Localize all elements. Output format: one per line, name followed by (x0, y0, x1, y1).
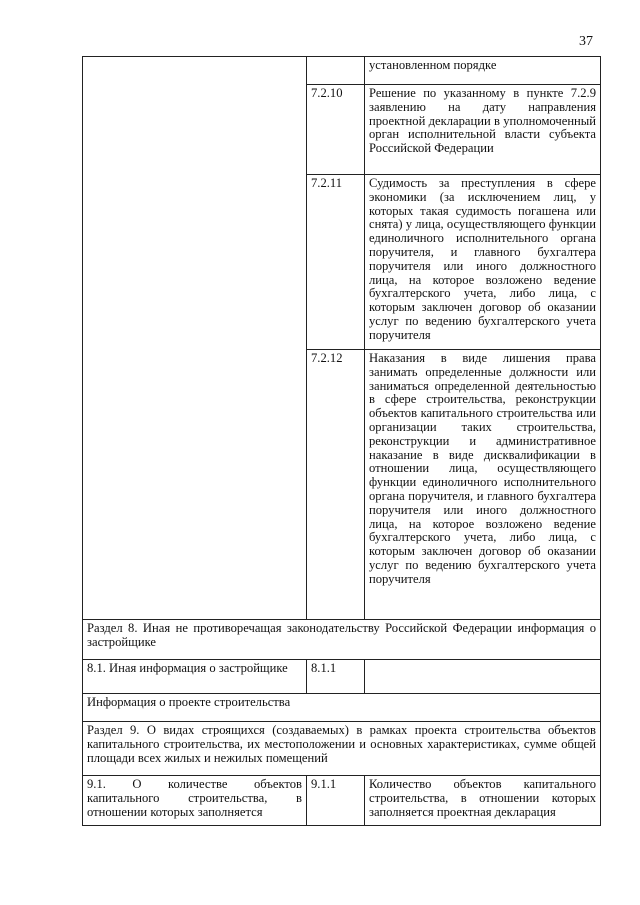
project-info-heading: Информация о проекте строительства (83, 694, 601, 722)
section-9-heading: Раздел 9. О видах строящихся (создаваемых) в рамках проекта строительства объектов капитального строительства, их местоположении и основных характеристиках, сумме общей площади всех жилых и нежилых помещений (83, 722, 601, 776)
row-label: 9.1. О количестве объектов капитального строительства, в отношении которых заполняется (83, 776, 307, 826)
row-text: Наказания в виде лишения права занимать определенные должности или заниматься определенной деятельностью в сфере строительства, реконструкции объектов капитального строительства или организации таких строительства, реконструкции и административное наказание в виде дисквалификации в отношении лица, осуществляющего функции единоличного исполнительного органа поручителя, и главного бухгалтера поручителя или иного должностного лица, на которое возложено ведение бухгалтерского учета, либо лица, с которым заключен договор об оказании услуг по ведению бухгалтерского учета поручителя (365, 350, 601, 620)
declaration-table (82, 56, 601, 826)
row-text: Количество объектов капитального строительства, в отношении которых заполняется проектная декларация (365, 776, 601, 826)
table-row (83, 776, 601, 826)
empty-number-cell (307, 57, 365, 85)
row-label: 8.1. Иная информация о застройщике (83, 660, 307, 694)
section-row (83, 620, 601, 660)
row-number: 7.2.11 (307, 175, 365, 350)
section-8-heading: Раздел 8. Иная не противоречащая законодательству Российской Федерации информация о застройщике (83, 620, 601, 660)
row-text: Решение по указанному в пункте 7.2.9 заявлению на дату направления проектной декларации в уполномоченный орган исполнительной власти субъекта Российской Федерации (365, 85, 601, 175)
row-number: 8.1.1 (307, 660, 365, 694)
row-number: 7.2.10 (307, 85, 365, 175)
table-row (83, 660, 601, 694)
row-number: 7.2.12 (307, 350, 365, 620)
section-row (83, 694, 601, 722)
row-text: установленном порядке (365, 57, 601, 85)
row-text: Судимость за преступления в сфере экономики (за исключением лиц, у которых такая судимость погашена или снята) у лица, осуществляющего функции единоличного исполнительного органа поручителя, и главного бухгалтера поручителя или иного должностного лица, на которое возложено ведение бухгалтерского учета, либо лица, с которым заключен договор об оказании услуг по ведению бухгалтерского учета поручителя (365, 175, 601, 350)
row-number: 9.1.1 (307, 776, 365, 826)
page-number: 37 (579, 34, 593, 49)
section-row (83, 722, 601, 776)
row-text (365, 660, 601, 694)
empty-label-cell (83, 57, 307, 620)
table-row (83, 57, 601, 85)
